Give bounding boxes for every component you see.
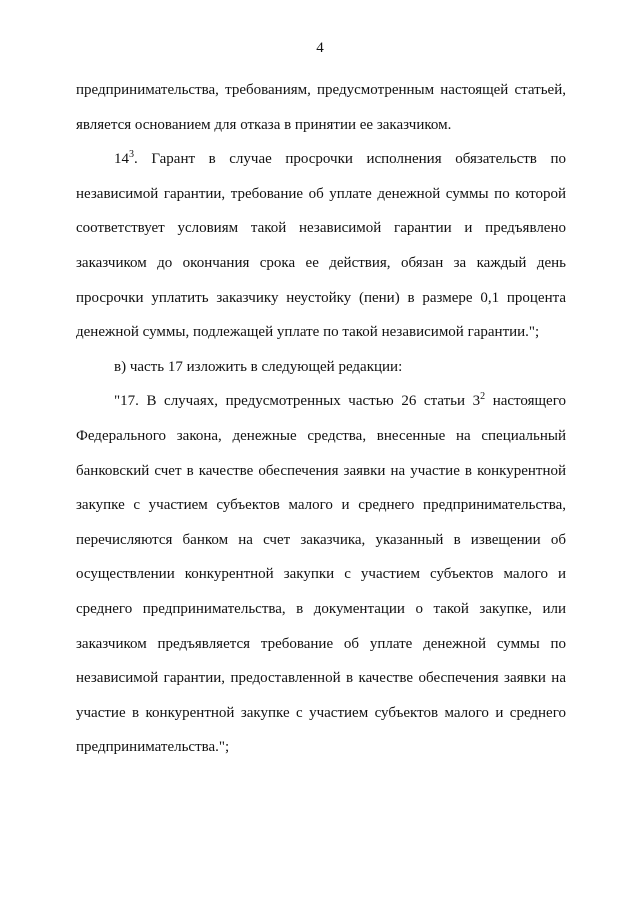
text-line: заказчиком до окончания срока ее действия, обязан за каждый день [76, 254, 566, 271]
clause-first-line: . Гарант в случае просрочки исполнения обязательств по [134, 151, 566, 168]
paragraph-2 [76, 142, 566, 350]
text-line: среднего предпринимательства, в документации о такой закупке, или [76, 600, 566, 617]
text-line: просрочки уплатить заказчику неустойку (пени) в размере 0,1 процента [76, 289, 566, 306]
quote-first-part: "17. В случаях, предусмотренных частью 26 статьи 3 [114, 393, 481, 410]
text-line: денежной суммы, подлежащей уплате по такой независимой гарантии."; [76, 324, 540, 341]
quote-first-end: настоящего [485, 393, 566, 410]
clause-superscript: 3 [129, 149, 134, 161]
text-line: является основанием для отказа в принятии ее заказчиком. [76, 116, 452, 133]
article-superscript: 2 [480, 391, 486, 403]
text-line: независимой гарантии, предоставленной в качестве обеспечения заявки на [76, 670, 566, 687]
document-body [76, 73, 566, 765]
text-line [76, 384, 566, 419]
text-line: участие в конкурентной закупке с участием субъектов малого и среднего [76, 704, 566, 721]
text-line: в) часть 17 изложить в следующей редакции: [114, 358, 403, 375]
text-line: соответствует условиям такой независимой гарантии и предъявлено [76, 220, 566, 237]
text-line: предпринимательства."; [76, 739, 230, 756]
page-number: 4 [316, 40, 324, 56]
text-line: заказчиком предъявляется требование об уплате денежной суммы по [76, 635, 566, 652]
text-line: независимой гарантии, требование об уплате денежной суммы по которой [76, 185, 566, 202]
text-line: Федерального закона, денежные средства, внесенные на специальный [76, 427, 566, 444]
paragraph-1 [76, 73, 566, 142]
text-line: предпринимательства, требованиям, предусмотренным настоящей статьей, [76, 82, 566, 98]
paragraph-4 [76, 384, 566, 765]
paragraph-3 [76, 350, 566, 385]
text-line: перечисляются банком на счет заказчика, указанный в извещении об [76, 531, 566, 548]
text-line: осуществлении конкурентной закупки с участием субъектов малого и [76, 566, 566, 583]
text-line: закупке с участием субъектов малого и среднего предпринимательства, [76, 497, 566, 514]
text-line: банковский счет в качестве обеспечения заявки на участие в конкурентной [76, 462, 566, 479]
clause-number: 14 [114, 151, 129, 168]
text-line [76, 142, 566, 177]
